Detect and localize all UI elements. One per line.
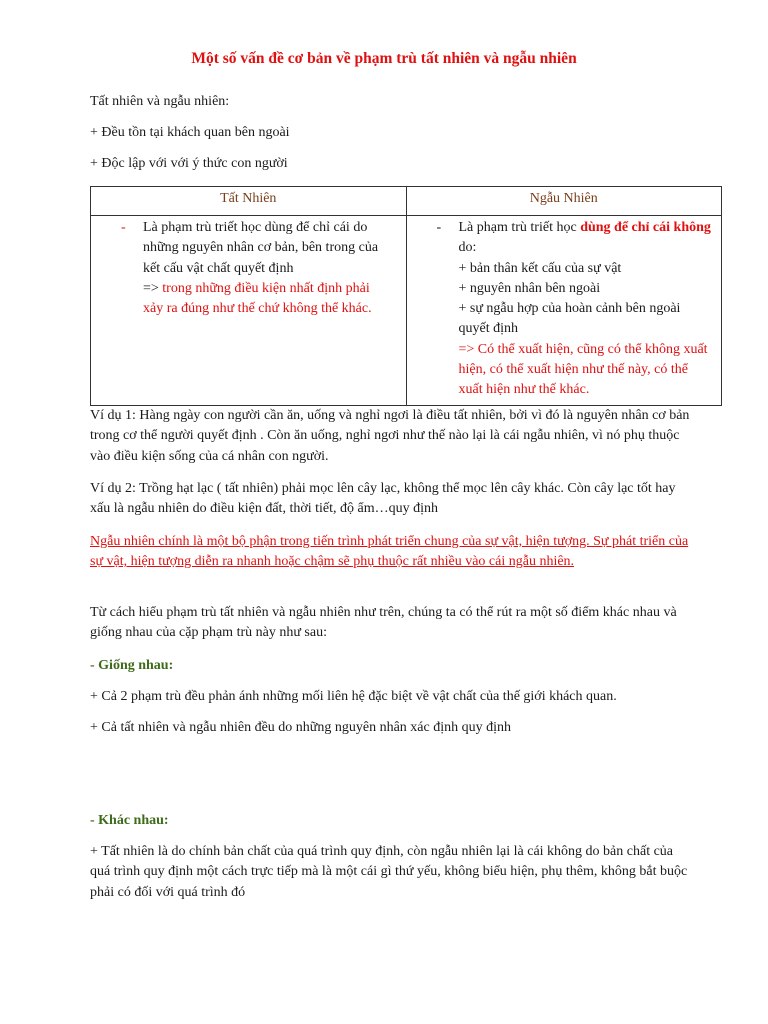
right-conclusion: => Có thể xuất hiện, cũng có thể không xuất hiện, có thể xuất hiện như thế này, có thể xuất hiện như thế khác. — [458, 341, 708, 398]
left-definition: Là phạm trù triết học dùng để chỉ cái do những nguyên nhân cơ bản, bên trong của kết cấu vật chất quyết định — [143, 220, 379, 276]
cell-ngau-nhien — [406, 216, 722, 406]
similar-point-1: + Cả 2 phạm trù đều phản ánh những mối liên hệ đặc biệt về vật chất của thế giới khách quan. — [90, 689, 617, 704]
table-header-row — [91, 187, 722, 216]
right-line-2: + nguyên nhân bên ngoài — [458, 280, 601, 296]
similar-heading: - Giống nhau: — [90, 658, 174, 673]
conclusion-paragraph: Từ cách hiểu phạm trù tất nhiên và ngẫu nhiên như trên, chúng ta có thể rút ra một số điểm khác nhau và giống nhau của cặp phạm trù này như sau: — [90, 605, 677, 641]
bullet-dash: - — [121, 220, 126, 235]
right-definition-emphasis: dùng để chỉ cái không — [580, 220, 711, 235]
left-conclusion: trong những điều kiện nhất định phải xảy ra đúng như thế chứ không thể khác. — [143, 280, 372, 317]
example-1: Ví dụ 1: Hàng ngày con người cần ăn, uống và nghỉ ngơi là điều tất nhiên, bởi vì đó là nguyên nhân cơ bản trong cơ thể người quyết định . Còn ăn uống, nghỉ ngơi như thế nào lại là cái ngẫu nhiên, vì nó phụ thuộc vào điều kiện sống của cá nhân con người. — [90, 408, 690, 464]
right-line-1: + bản thân kết cấu của sự vật — [458, 260, 622, 276]
bullet-dash: - — [436, 220, 442, 235]
left-arrow: => — [143, 280, 159, 296]
document-title: Một số vấn đề cơ bản về phạm trù tất nhiên và ngẫu nhiên — [191, 50, 577, 67]
table-row — [91, 216, 722, 406]
comparison-table — [90, 186, 722, 406]
right-definition-tail: do: — [458, 240, 477, 256]
intro-point-2: + Độc lập với với ý thức con người — [90, 156, 288, 171]
intro-heading: Tất nhiên và ngẫu nhiên: — [90, 94, 230, 109]
similar-point-2: + Cả tất nhiên và ngẫu nhiên đều do những nguyên nhân xác định quy định — [90, 720, 512, 735]
cell-tat-nhien — [91, 216, 407, 406]
header-tat-nhien: Tất Nhiên — [91, 187, 407, 216]
right-definition: Là phạm trù triết học — [458, 220, 581, 235]
right-line-3: + sự ngẫu hợp của hoàn cảnh bên ngoài quyết định — [458, 301, 681, 337]
intro-point-1: + Đều tồn tại khách quan bên ngoài — [90, 125, 290, 140]
highlight-paragraph: Ngẫu nhiên chính là một bộ phận trong tiến trình phát triển chung của sự vật, hiện tượng. Sự phát triển của sự vật, hiện tượng diễn ra nhanh hoặc chậm sẽ phụ thuộc rất nhiều vào cái ngẫu nhiên. — [90, 534, 689, 570]
header-ngau-nhien: Ngẫu Nhiên — [406, 187, 722, 216]
example-2: Ví dụ 2: Trồng hạt lạc ( tất nhiên) phải mọc lên cây lạc, không thể mọc lên cây khác. Còn cây lạc tốt hay xấu là ngẫu nhiên do điều kiện đất, thời tiết, độ ẩm…quy định — [90, 481, 676, 517]
different-heading: - Khác nhau: — [90, 813, 169, 828]
different-point-1: + Tất nhiên là do chính bản chất của quá trình quy định, còn ngẫu nhiên lại là cái không do bản chất của quá trình quy định một cách trực tiếp mà là một cái gì thứ yếu, không biểu hiện, phụ thêm, không bắt buộc phải có đối với quá trình đó — [90, 844, 688, 900]
